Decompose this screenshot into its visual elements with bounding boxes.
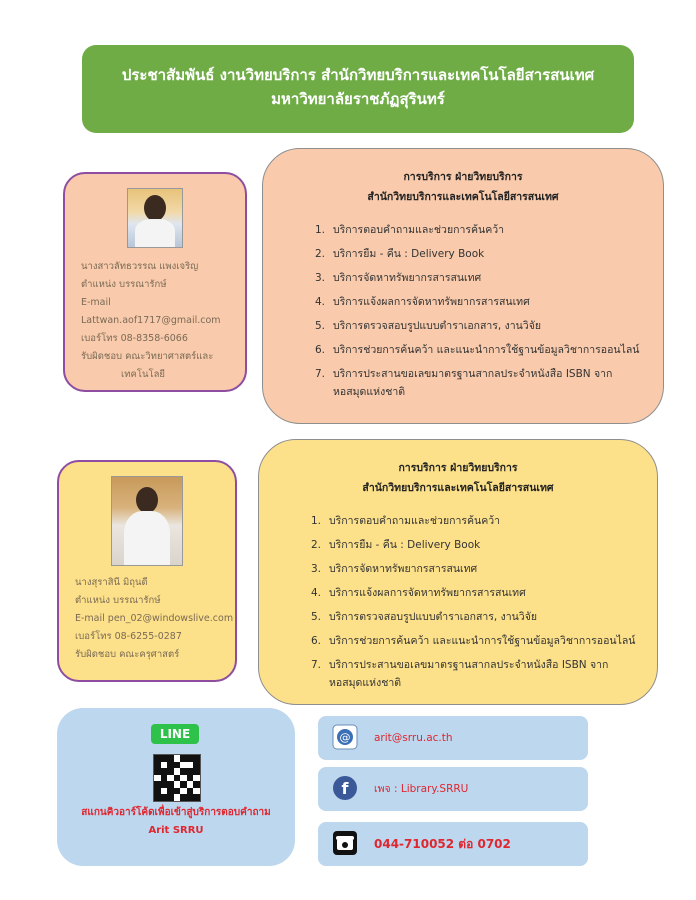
list-item: 1. บริการตอบคำถามและช่วยการค้นคว้า xyxy=(315,224,505,236)
staff-phone: เบอร์โทร 08-8358-6066 xyxy=(81,333,188,344)
staff-position: ตำแหน่ง บรรณารักษ์ xyxy=(75,595,161,606)
staff-email-label: E-mail xyxy=(81,297,111,308)
scan-account: Arit SRRU xyxy=(148,825,204,836)
telephone-icon xyxy=(332,830,358,856)
staff-faculty-cont: เทคโนโลยี xyxy=(121,369,165,380)
list-item: 2. บริการยืม - คืน : Delivery Book xyxy=(311,539,481,551)
service-panel-2 xyxy=(258,439,658,705)
list-item: 1. บริการตอบคำถามและช่วยการค้นคว้า xyxy=(311,515,501,527)
list-item: 5. บริการตรวจสอบรูปแบบตำราเอกสาร, งานวิจัย xyxy=(311,611,538,623)
staff-email[interactable]: E-mail pen_02@windowslive.com xyxy=(75,613,234,624)
svg-text:@: @ xyxy=(339,731,351,744)
email-icon xyxy=(332,724,358,750)
list-item: 5. บริการตรวจสอบรูปแบบตำราเอกสาร, งานวิจัย xyxy=(315,320,542,332)
panel-subtitle: สำนักวิทยบริการและเทคโนโลยีสารสนเทศ xyxy=(362,482,554,494)
facebook-contact-bar[interactable] xyxy=(318,767,588,811)
list-item: 7. บริการประสานขอเลขมาตรฐานสากลประจำหนังสือ ISBN จากหอสมุดแห่งชาติ xyxy=(315,368,613,398)
list-item: 6. บริการช่วยการค้นคว้า และแนะนำการใช้ฐานข้อมูลวิชาการออนไลน์ xyxy=(315,344,640,356)
staff-name: นางสาวลัทธวรรณ แพงเจริญ xyxy=(81,261,199,272)
list-item: 4. บริการแจ้งผลการจัดหาทรัพยากรสารสนเทศ xyxy=(311,587,526,599)
facebook-icon xyxy=(332,775,358,801)
list-item: 3. บริการจัดหาทรัพยากรสารสนเทศ xyxy=(315,272,482,284)
panel-title: การบริการ ฝ่ายวิทยบริการ xyxy=(398,462,518,474)
staff-faculty: รับผิดชอบ คณะวิทยาศาสตร์และ xyxy=(81,351,214,362)
staff-card-2 xyxy=(57,460,237,682)
line-contact-box xyxy=(57,708,295,866)
header-title-line1: ประชาสัมพันธ์ งานวิทยบริการ สำนักวิทยบริการและเทคโนโลยีสารสนเทศ xyxy=(121,66,595,84)
staff-name: นางสุราสินี มิถุนดี xyxy=(75,577,148,588)
staff-card-1 xyxy=(63,172,247,392)
email-contact-bar[interactable] xyxy=(318,716,588,760)
list-item: 6. บริการช่วยการค้นคว้า และแนะนำการใช้ฐานข้อมูลวิชาการออนไลน์ xyxy=(311,635,636,647)
list-item: 4. บริการแจ้งผลการจัดหาทรัพยากรสารสนเทศ xyxy=(315,296,530,308)
staff-email[interactable]: Lattwan.aof1717@gmail.com xyxy=(81,315,221,326)
email-address[interactable]: arit@srru.ac.th xyxy=(374,732,453,744)
staff-faculty: รับผิดชอบ คณะครุศาสตร์ xyxy=(75,649,180,660)
panel-subtitle: สำนักวิทยบริการและเทคโนโลยีสารสนเทศ xyxy=(367,191,559,203)
page-header xyxy=(82,45,634,133)
list-item: 7. บริการประสานขอเลขมาตรฐานสากลประจำหนังสือ ISBN จากหอสมุดแห่งชาติ xyxy=(311,659,609,689)
staff-photo xyxy=(127,188,183,248)
list-item: 3. บริการจัดหาทรัพยากรสารสนเทศ xyxy=(311,563,478,575)
phone-number[interactable]: 044-710052 ต่อ 0702 xyxy=(374,837,511,851)
staff-phone: เบอร์โทร 08-6255-0287 xyxy=(75,631,182,642)
service-list xyxy=(259,512,657,692)
staff-position: ตำแหน่ง บรรณารักษ์ xyxy=(81,279,167,290)
line-logo[interactable]: LINE xyxy=(151,724,199,744)
header-title-line2: มหาวิทยาลัยราชภัฏสุรินทร์ xyxy=(271,90,445,108)
service-list xyxy=(263,221,663,401)
panel-title: การบริการ ฝ่ายวิทยบริการ xyxy=(403,171,523,183)
service-panel-1 xyxy=(262,148,664,424)
phone-contact-bar[interactable] xyxy=(318,822,588,866)
svg-text:f: f xyxy=(341,779,349,798)
list-item: 2. บริการยืม - คืน : Delivery Book xyxy=(315,248,485,260)
scan-instruction: สแกนคิวอาร์โค้ดเพื่อเข้าสู่บริการตอบคำถาม xyxy=(81,807,271,818)
staff-photo xyxy=(111,476,183,566)
qr-code[interactable] xyxy=(153,754,201,802)
facebook-page[interactable]: เพจ : Library.SRRU xyxy=(374,783,469,795)
